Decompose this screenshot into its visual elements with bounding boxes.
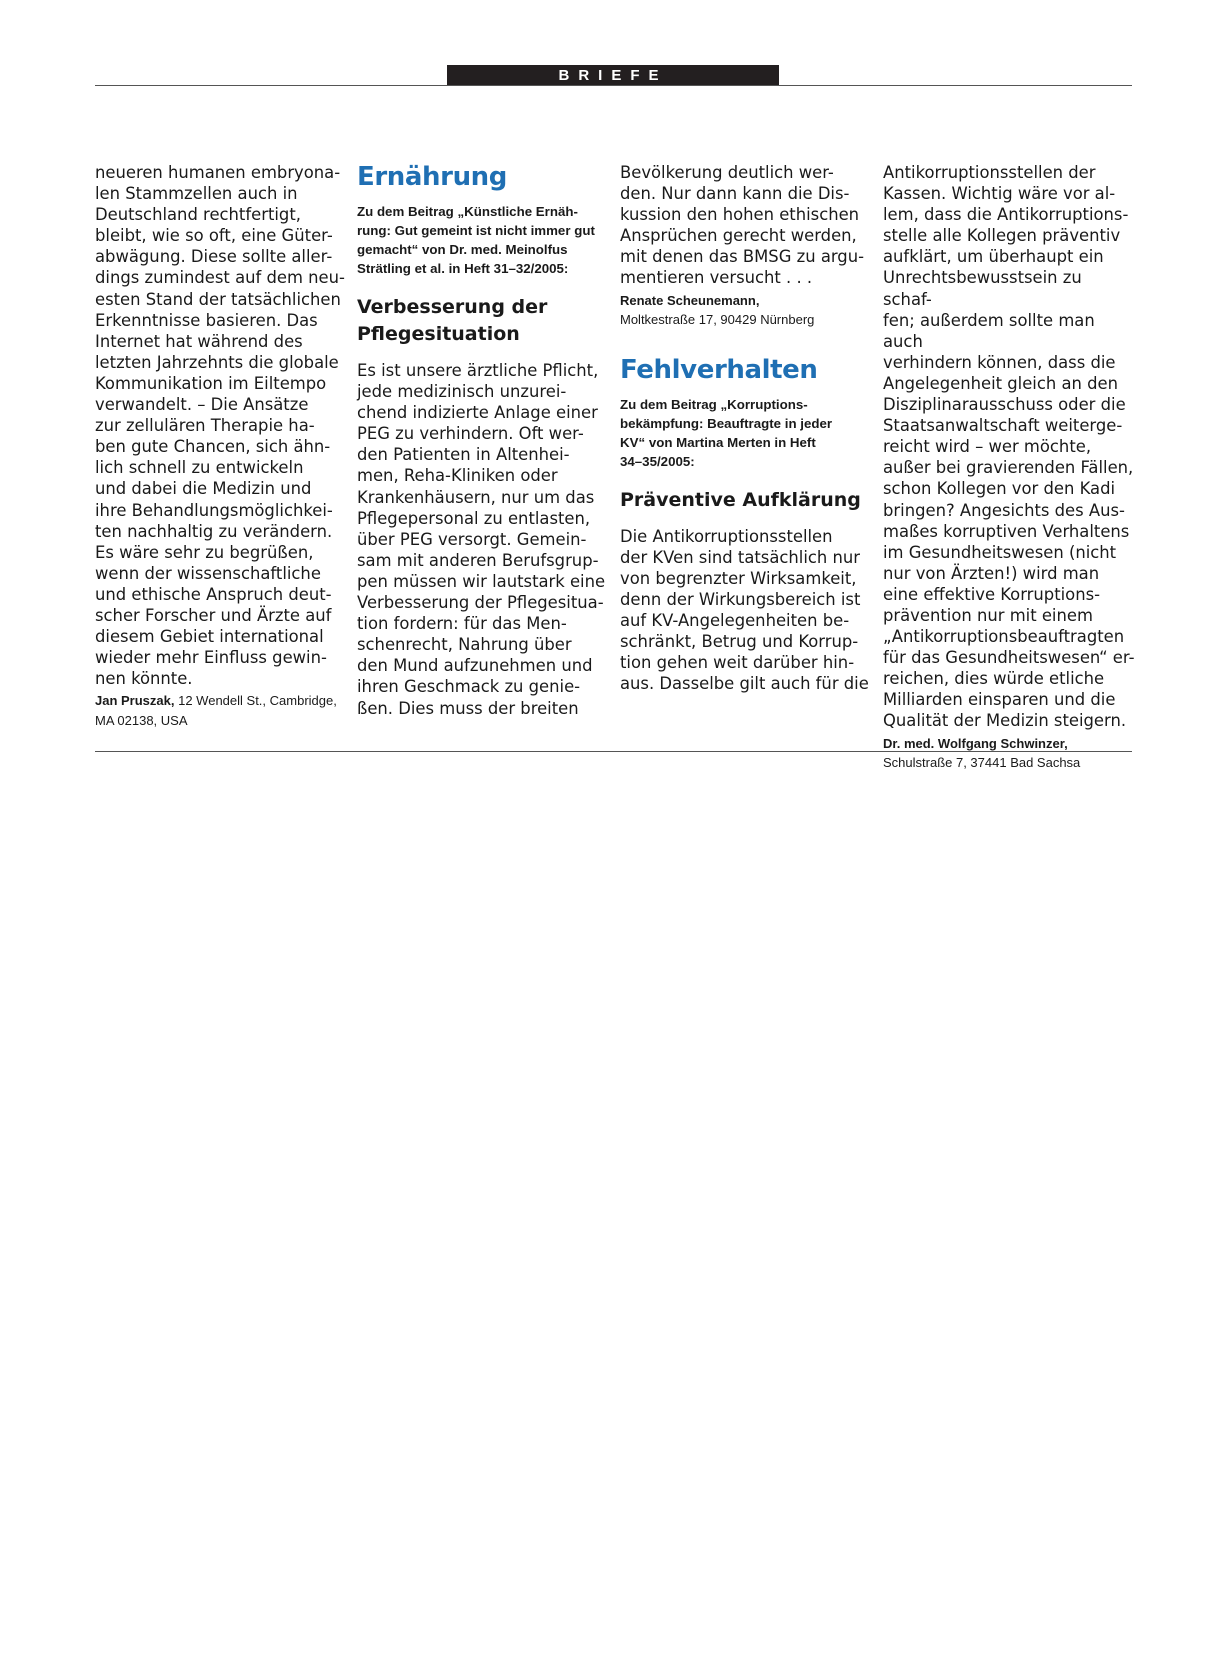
- section-header-band: BRIEFE: [447, 65, 779, 86]
- author-address: Moltkestraße 17, 90429 Nürnberg: [620, 312, 815, 328]
- letter-body: neueren humanen embryona- len Stammzellen auch in Deutschland rechtfertigt, bleibt, wie so oft, eine Güter- abwägung. Diese sollte aller- dings zumindest auf dem neu- esten Stand der tatsächlichen Erkenntnisse basieren. Das Internet hat während des letzten Jahrzehnts die globale Kommunikation im Eiltempo verwandelt. – Die Ansätze zur zellulären Therapie ha- ben gute Chancen, sich ähn- lich schnell zu entwickeln und dabei die Medizin und ihre Behandlungsmöglichkei- ten nachhaltig zu verändern. Es wäre sehr zu begrüßen, wenn der wissenschaftliche und ethische Anspruch deut- scher Forscher und Ärzte auf diesem Gebiet international wieder mehr Einfluss gewin- nen könnte.: [95, 163, 345, 689]
- top-rule: [95, 85, 1132, 86]
- letter-body: Bevölkerung deutlich wer- den. Nur dann kann die Dis- kussion den hohen ethischen Ansprüchen gerecht werden, mit denen das BMSG zu argu- mentieren versucht . . .: [620, 163, 865, 288]
- section-title: Fehlverhalten: [620, 354, 818, 385]
- letter-body: Es ist unsere ärztliche Pflicht, jede medizinisch unzurei- chend indizierte Anlage einer PEG zu verhindern. Oft wer- den Patienten in Altenhei- men, Reha-Kliniken oder Krankenhäusern, nur um das Pflegepersonal zu entlasten, über PEG versorgt. Gemein- sam mit anderen Berufsgrup- pen müssen wir lautstark eine Verbesserung der Pflegesitua- tion fordern: für das Men- schenrecht, Nahrung über den Mund aufzunehmen und ihren Geschmack zu genie- ßen. Dies muss der breiten: [357, 361, 606, 718]
- letter-subheading: Verbesserung der Pflegesituation: [357, 296, 548, 345]
- letter-signature: [95, 691, 347, 730]
- letter-body: Die Antikorruptionsstellen der KVen sind tatsächlich nur von begrenzter Wirksamkeit, denn der Wirkungsbereich ist auf KV-Angelegenheiten be- schränkt, Betrug und Korrup- tion gehen weit darüber hin- aus. Dasselbe gilt auch für die: [620, 526, 869, 694]
- author-name: Dr. med. Wolfgang Schwinzer,: [883, 735, 1068, 751]
- letter-subheading: Präventive Aufklärung: [620, 488, 861, 511]
- article-reference: Zu dem Beitrag „Künstliche Ernäh- rung: Gut gemeint ist nicht immer gut gemacht“ von Dr. med. Meinolfus Strätling et al. in Heft 31–32/2005:: [357, 204, 595, 276]
- author-address: 12 Wendell St., Cambridge, MA 02138, USA: [95, 693, 337, 728]
- author-name: Jan Pruszak,: [95, 693, 175, 709]
- letter-body: Antikorruptionsstellen der Kassen. Wichtig wäre vor al- lem, dass die Antikorruptions- stelle alle Kollegen präventiv aufklärt, um überhaupt ein Unrechtsbewusstsein zu schaf- fen; außerdem sollte man auch verhindern können, dass die Angelegenheit gleich an den Disziplinarausschuss oder die Staatsanwaltschaft weiterge- reicht wird – wer möchte, außer bei gravierenden Fällen, schon Kollegen vor den Kadi bringen? Angesichts des Aus- maßes korruptiven Verhaltens im Gesundheitswesen (nicht nur von Ärzten!) wird man eine effektive Korruptions- prävention nur mit einem „Antikorruptionsbeauftragten für das Gesundheitswesen“ er- reichen, dies würde etliche Milliarden einsparen und die Qualität der Medizin steigern.: [883, 163, 1135, 731]
- column-1: [95, 162, 347, 730]
- author-address: Schulstraße 7, 37441 Bad Sachsa: [883, 755, 1081, 771]
- article-reference: Zu dem Beitrag „Korruptions- bekämpfung: Beauftragte in jeder KV“ von Martina Merten in Heft 34–35/2005:: [620, 396, 833, 469]
- column-4: [883, 162, 1135, 773]
- column-3: [620, 162, 872, 694]
- author-name: Renate Scheunemann,: [620, 292, 760, 308]
- column-2: [357, 162, 609, 719]
- letter-signature: [620, 291, 872, 330]
- section-title: Ernährung: [357, 162, 508, 192]
- bottom-rule: [95, 751, 1132, 752]
- letter-signature: [883, 734, 1135, 773]
